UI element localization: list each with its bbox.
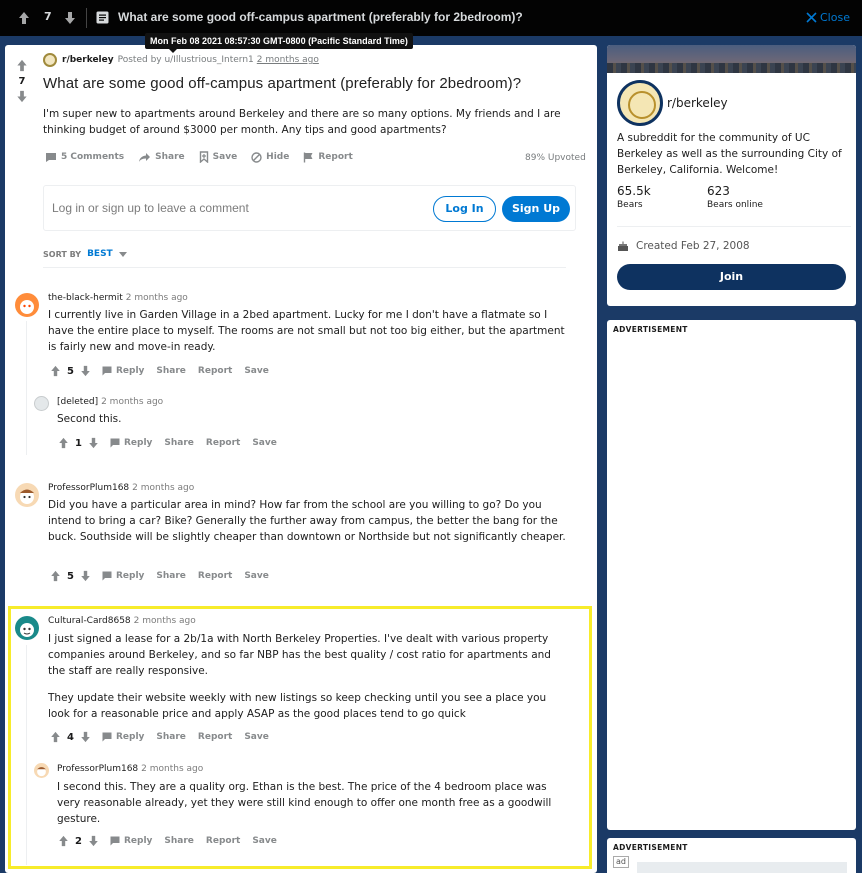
comment-icon: [110, 836, 120, 846]
vote-count: 1: [75, 437, 82, 449]
author-name[interactable]: ProfessorPlum168: [48, 483, 130, 493]
share-button[interactable]: Share: [156, 571, 186, 581]
downvote-icon[interactable]: [16, 90, 28, 103]
comments-label: 5 Comments: [61, 152, 125, 162]
reply-button[interactable]: [102, 366, 144, 376]
save-button[interactable]: Save: [252, 438, 277, 448]
comment-author[interactable]: [57, 397, 163, 407]
downvote-icon[interactable]: [88, 437, 99, 449]
comment-time[interactable]: 2 months ago: [101, 397, 164, 407]
ad-tag: ad: [613, 856, 629, 868]
upvote-icon[interactable]: [18, 11, 30, 25]
comment-icon: [102, 366, 112, 376]
thread-line[interactable]: [26, 645, 27, 865]
save-button[interactable]: [199, 151, 238, 163]
avatar[interactable]: [34, 763, 49, 778]
reply-label: Reply: [115, 732, 145, 742]
chevron-down-icon[interactable]: [119, 252, 127, 257]
post-text-icon: [96, 11, 109, 24]
posted-by[interactable]: Posted by u/Illustrious_Intern1: [117, 55, 254, 65]
comment-author[interactable]: [57, 764, 203, 774]
comment-actions: [58, 835, 277, 847]
comment-actions: [50, 365, 269, 377]
comment-text: Second this.: [57, 413, 122, 425]
comment-actions: [50, 731, 269, 743]
comment-icon: [110, 438, 120, 448]
login-button[interactable]: Log In: [433, 196, 496, 222]
share-button[interactable]: Share: [164, 836, 194, 846]
signup-button[interactable]: Sign Up: [502, 196, 570, 222]
comment-actions: [58, 437, 277, 449]
post-vote-column: [15, 57, 29, 107]
sort-by[interactable]: [43, 249, 127, 259]
share-button[interactable]: Share: [156, 366, 186, 376]
score: 7: [44, 10, 52, 23]
post-meta: [43, 53, 319, 67]
members-count: 65.5k: [617, 184, 651, 198]
comment-icon: [45, 152, 57, 163]
hide-label: Hide: [266, 152, 290, 162]
reply-button[interactable]: [102, 732, 144, 742]
comment-time[interactable]: 2 months ago: [125, 293, 188, 303]
downvote-icon[interactable]: [80, 365, 91, 377]
sort-label: SORT BY: [43, 249, 82, 259]
comment-time[interactable]: 2 months ago: [132, 483, 195, 493]
share-button[interactable]: [138, 152, 185, 163]
upvote-ratio: 89% Upvoted: [525, 153, 586, 163]
cake-icon: [617, 241, 629, 252]
comment-actions: [50, 570, 269, 582]
bookmark-icon: [199, 151, 209, 163]
members-stat: [617, 184, 651, 210]
downvote-icon[interactable]: [88, 835, 99, 847]
advertisement-card: [607, 838, 856, 873]
vote-count: 5: [67, 365, 74, 377]
post-title: What are some good off-campus apartment (preferably for 2bedroom)?: [43, 75, 522, 92]
upvote-icon[interactable]: [50, 365, 61, 377]
close-button[interactable]: [806, 11, 850, 24]
post-body: I'm super new to apartments around Berkeley and there are so many options. My friends and I are thinking budget of around $3000 per month. Any tips and good apartments?: [43, 108, 561, 136]
upvote-icon[interactable]: [50, 570, 61, 582]
reply-label: Reply: [123, 438, 153, 448]
upvote-icon[interactable]: [16, 59, 28, 72]
reply-button[interactable]: [110, 438, 152, 448]
comments-button[interactable]: [45, 152, 124, 163]
comment-text: I currently live in Garden Village in a 2bed apartment. Lucky for me I don't have a flatmate so I have the entire place to myself. The rooms are not small but not too big either, but the apartment is fairly new and move-in ready.: [48, 309, 565, 353]
created-date: [617, 240, 750, 252]
reply-button[interactable]: [102, 571, 144, 581]
subreddit-link[interactable]: r/berkeley: [62, 55, 114, 65]
advertisement-label: ADVERTISEMENT: [613, 843, 688, 852]
reply-button[interactable]: [110, 836, 152, 846]
upvote-icon[interactable]: [50, 731, 61, 743]
upvote-icon[interactable]: [58, 835, 69, 847]
avatar[interactable]: [15, 616, 39, 640]
comment-text: I second this. They are a quality org. Ethan is the best. The price of the 4 bedroom place was very reasonable already, yet they were still kind enough to offer one month free as a goodwill gesture.: [57, 781, 552, 825]
save-label: Save: [212, 152, 238, 162]
subreddit-logo[interactable]: [617, 80, 663, 126]
post-vote-count: 7: [18, 76, 26, 87]
reply-label: Reply: [115, 366, 145, 376]
comment-login-box[interactable]: [43, 185, 576, 231]
subreddit-banner: [607, 45, 856, 73]
report-button[interactable]: Report: [205, 438, 241, 448]
advertisement-card: [607, 320, 856, 830]
comment-text-paragraph-2: They update their website weekly with new listings so keep checking until you see a place you look for a reasonable price and apply ASAP as the good places tend to go quick: [48, 692, 547, 720]
subreddit-icon[interactable]: [43, 53, 57, 67]
flag-icon: [303, 152, 314, 163]
snoo-avatar-icon: [15, 293, 39, 317]
advertisement-label: ADVERTISEMENT: [613, 325, 688, 334]
comment-author[interactable]: [48, 616, 196, 626]
comment-placeholder[interactable]: Log in or sign up to leave a comment: [52, 201, 249, 215]
header-divider: [86, 8, 87, 28]
reply-label: Reply: [115, 571, 145, 581]
comment-author[interactable]: [48, 483, 194, 493]
comment-time[interactable]: 2 months ago: [141, 764, 204, 774]
downvote-icon[interactable]: [80, 731, 91, 743]
share-label: Share: [155, 152, 185, 162]
hide-icon: [251, 152, 262, 163]
thread-line[interactable]: [26, 321, 27, 455]
vote-count: 5: [67, 570, 74, 582]
comment-author[interactable]: [48, 293, 188, 303]
share-icon: [138, 152, 151, 163]
save-button[interactable]: Save: [244, 571, 269, 581]
avatar[interactable]: [34, 396, 49, 411]
report-label: Report: [318, 152, 353, 162]
report-button[interactable]: [303, 152, 352, 163]
snoo-avatar-icon: [34, 763, 49, 778]
members-label: Bears: [617, 200, 643, 210]
reply-label: Reply: [123, 836, 153, 846]
sort-value[interactable]: BEST: [87, 249, 113, 259]
post-overlay-header: [0, 0, 862, 36]
vote-count: 2: [75, 835, 82, 847]
timestamp-tooltip: Mon Feb 08 2021 08:57:30 GMT-0800 (Pacific Standard Time): [145, 33, 413, 49]
save-button[interactable]: Save: [244, 732, 269, 742]
report-button[interactable]: Report: [205, 836, 241, 846]
author-name[interactable]: the-black-hermit: [48, 293, 123, 303]
divider: [43, 267, 566, 268]
comment-text: Did you have a particular area in mind? How far from the school are you willing to go? Do you intend to bring a car? Bike? Generally the further away from campus, the better the bang for the buck. Southside will be slightly cheaper than downtown or Northside but not significantly cheaper.: [48, 499, 566, 543]
author-name[interactable]: [deleted]: [57, 397, 99, 407]
avatar[interactable]: [15, 293, 39, 317]
save-button[interactable]: Save: [244, 366, 269, 376]
online-label: Bears online: [707, 200, 763, 210]
join-button[interactable]: Join: [617, 264, 846, 290]
report-button[interactable]: Report: [197, 732, 233, 742]
snoo-avatar-icon: [15, 483, 39, 507]
share-button[interactable]: Share: [164, 438, 194, 448]
post-time[interactable]: 2 months ago: [256, 55, 319, 65]
snoo-avatar-icon: [15, 616, 39, 640]
header-title: What are some good off-campus apartment (preferably for 2bedroom)?: [118, 10, 523, 24]
report-button[interactable]: Report: [197, 571, 233, 581]
save-button[interactable]: Save: [252, 836, 277, 846]
created-label: Created Feb 27, 2008: [636, 240, 750, 252]
author-name[interactable]: Cultural-Card8658: [48, 616, 131, 626]
report-button[interactable]: Report: [197, 366, 233, 376]
upvote-icon[interactable]: [58, 437, 69, 449]
post-actions: [45, 151, 367, 163]
close-icon: [806, 12, 817, 23]
hide-button[interactable]: [251, 152, 289, 163]
subreddit-name[interactable]: r/berkeley: [667, 96, 728, 110]
share-button[interactable]: Share: [156, 732, 186, 742]
post-card: [5, 45, 597, 873]
comment-icon: [102, 732, 112, 742]
subreddit-info-card: [607, 45, 856, 306]
close-label: Close: [820, 11, 850, 24]
online-stat: [707, 184, 763, 210]
author-name[interactable]: ProfessorPlum168: [57, 764, 139, 774]
downvote-icon[interactable]: [80, 570, 91, 582]
online-count: 623: [707, 184, 730, 198]
subreddit-description: A subreddit for the community of UC Berkeley as well as the surrounding City of Berkeley, California. Welcome!: [617, 132, 842, 176]
divider: [617, 226, 851, 227]
vote-count: 4: [67, 731, 74, 743]
comment-icon: [102, 571, 112, 581]
avatar[interactable]: [15, 483, 39, 507]
comment-time[interactable]: 2 months ago: [133, 616, 196, 626]
comment-text: I just signed a lease for a 2b/1a with North Berkeley Properties. I've dealt with various property companies around Berkeley, and so far NBP has the best quality / cost ratio for apartments and the staff are really responsive.: [48, 633, 551, 677]
downvote-icon[interactable]: [64, 11, 76, 25]
ad-image[interactable]: [637, 862, 847, 873]
